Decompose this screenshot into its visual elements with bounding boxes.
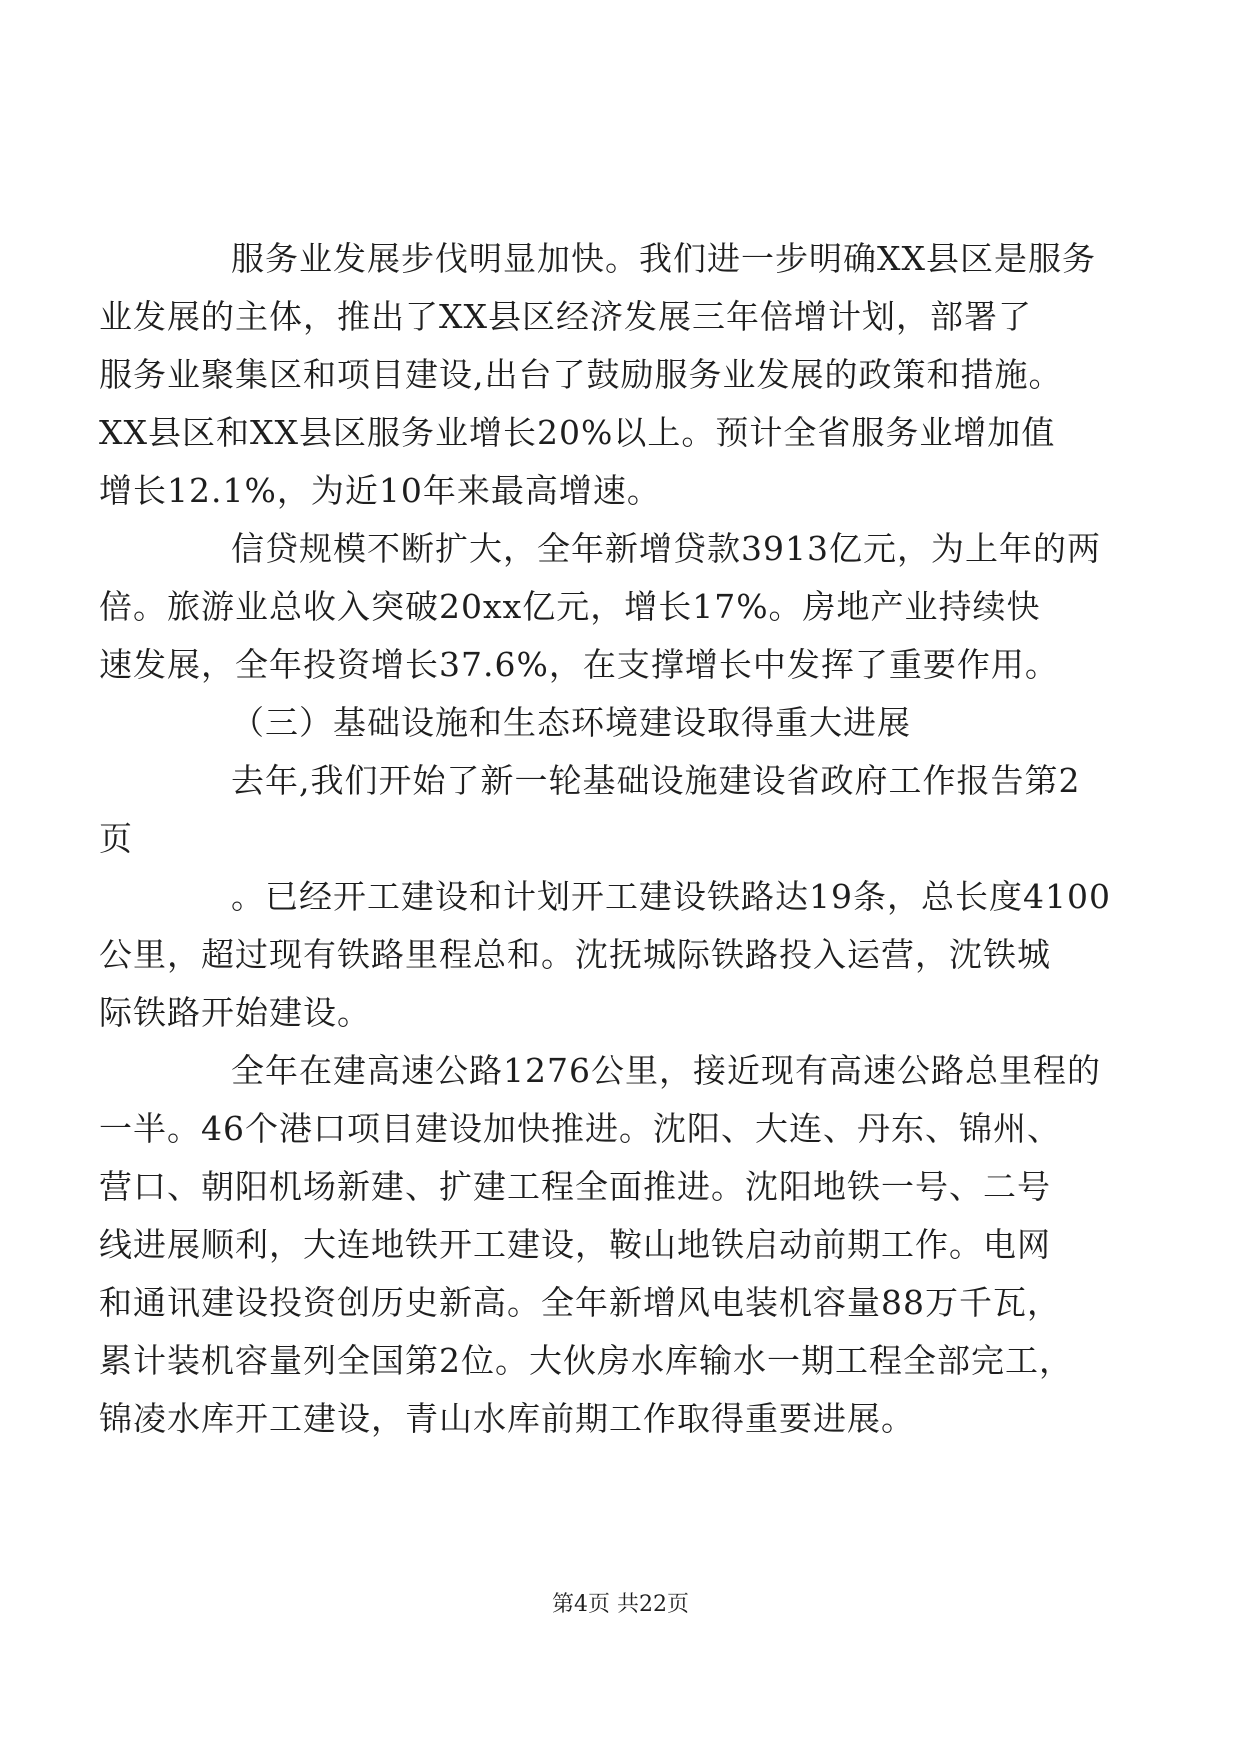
- text-line: 服务业聚集区和项目建设,出台了鼓励服务业发展的政策和措施。: [99, 355, 1063, 394]
- text-line: 线进展顺利，大连地铁开工建设，鞍山地铁启动前期工作。电网: [99, 1225, 1051, 1264]
- text-line: 信贷规模不断扩大，全年新增贷款3913亿元，为上年的两: [231, 529, 1101, 568]
- paragraph-credit: [99, 520, 1125, 694]
- text-line: 倍。旅游业总收入突破20xx亿元，增长17%。房地产业持续快: [99, 587, 1041, 626]
- heading-text: （三）基础设施和生态环境建设取得重大进展: [231, 703, 911, 742]
- text-line: 增长12.1%，为近10年来最高增速。: [99, 471, 661, 510]
- paragraph-railways: [99, 868, 1125, 1042]
- section-heading: [165, 694, 1125, 752]
- text-line: 服务业发展步伐明显加快。我们进一步明确XX县区是服务: [231, 239, 1096, 278]
- text-line: 去年,我们开始了新一轮基础设施建设省政府工作报告第2: [231, 761, 1081, 800]
- text-line: 速发展，全年投资增长37.6%，在支撑增长中发挥了重要作用。: [99, 645, 1059, 684]
- text-line: 营口、朝阳机场新建、扩建工程全面推进。沈阳地铁一号、二号: [99, 1167, 1051, 1206]
- text-line: 业发展的主体，推出了XX县区经济发展三年倍增计划，部署了: [99, 297, 1032, 336]
- paragraph-services: [99, 230, 1125, 520]
- page-footer: 第4页 共22页: [552, 1592, 689, 1617]
- text-line: 。已经开工建设和计划开工建设铁路达19条，总长度4100: [231, 877, 1111, 916]
- text-line: 际铁路开始建设。: [99, 993, 371, 1032]
- text-line: 页: [99, 819, 133, 858]
- text-line: 公里，超过现有铁路里程总和。沈抚城际铁路投入运营，沈铁城: [99, 935, 1051, 974]
- text-line: 全年在建高速公路1276公里，接近现有高速公路总里程的: [231, 1051, 1101, 1090]
- text-line: 累计装机容量列全国第2位。大伙房水库输水一期工程全部完工，: [99, 1341, 1073, 1380]
- paragraph-infrastructure-intro: [99, 752, 1125, 868]
- text-line: XX县区和XX县区服务业增长20%以上。预计全省服务业增加值: [99, 413, 1056, 452]
- text-line: 和通讯建设投资创历史新高。全年新增风电装机容量88万千瓦，: [99, 1283, 1061, 1322]
- text-line: 一半。46个港口项目建设加快推进。沈阳、大连、丹东、锦州、: [99, 1109, 1061, 1148]
- paragraph-highways: [99, 1042, 1125, 1448]
- document-body: [99, 230, 1125, 1448]
- text-line: 锦凌水库开工建设，青山水库前期工作取得重要进展。: [99, 1399, 915, 1438]
